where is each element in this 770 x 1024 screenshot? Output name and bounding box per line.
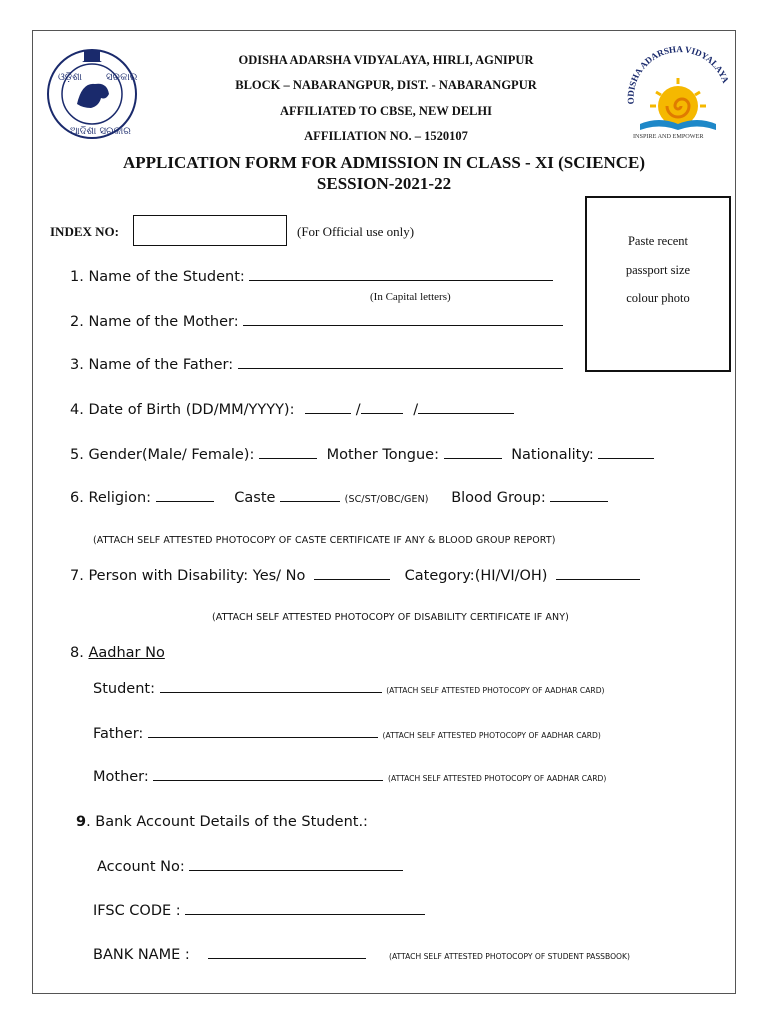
- aadhar-title: Aadhar No: [88, 645, 165, 661]
- ifsc-row: [93, 902, 425, 919]
- bank-title: . Bank Account Details of the Student.:: [86, 814, 368, 830]
- q4-dob: [70, 401, 514, 418]
- index-field[interactable]: [133, 215, 287, 246]
- aadhar-father-label: Father:: [93, 726, 144, 742]
- q9-number: 9: [76, 814, 87, 830]
- q5-row: [70, 446, 654, 463]
- account-row: [97, 858, 403, 875]
- bank-note: (ATTACH SELF ATTESTED PHOTOCOPY OF STUDENT PASSBOOK): [388, 952, 630, 961]
- gender-label: 5. Gender(Male/ Female):: [70, 447, 255, 463]
- photo-line-2: passport size: [625, 263, 691, 277]
- photo-line-1: Paste recent: [627, 234, 689, 248]
- photo-line-3: colour photo: [626, 291, 690, 305]
- bank-name-field[interactable]: [208, 946, 366, 959]
- caste-options: (SC/ST/OBC/GEN): [344, 494, 429, 505]
- aadhar-father-row: [93, 725, 601, 742]
- dob-separator: /: [355, 402, 361, 418]
- svg-text:ସରକାର: ସରକାର: [106, 72, 138, 83]
- affiliation-board: AFFILIATED TO CBSE, NEW DELHI: [280, 104, 492, 118]
- dob-separator: /: [413, 402, 419, 418]
- ifsc-label: IFSC CODE :: [93, 903, 181, 919]
- svg-text:ODISHA ADARSHA VIDYALAYA: ODISHA ADARSHA VIDYALAYA: [625, 44, 731, 105]
- svg-text:ଓଡ଼ିଶା: ଓଡ଼ିଶା: [58, 72, 83, 83]
- index-label: INDEX NO:: [50, 224, 119, 239]
- q2-mother-name: [70, 313, 563, 330]
- dob-day-field[interactable]: [305, 401, 351, 414]
- aadhar-father-note: (ATTACH SELF ATTESTED PHOTOCOPY OF AADHAR CARD): [382, 731, 601, 740]
- bank-label: BANK NAME :: [93, 947, 190, 963]
- photo-box[interactable]: [585, 196, 731, 372]
- mother-name-field[interactable]: [243, 313, 563, 326]
- q8-heading: [70, 645, 165, 661]
- mother-tongue-label: Mother Tongue:: [326, 447, 439, 463]
- caste-field[interactable]: [280, 489, 340, 502]
- q9-heading: [76, 814, 368, 830]
- form-title: APPLICATION FORM FOR ADMISSION IN CLASS - XI (SCIENCE): [122, 153, 645, 172]
- school-name: ODISHA ADARSHA VIDYALAYA, HIRLI, AGNIPUR: [238, 53, 534, 67]
- disability-label: 7. Person with Disability: Yes/ No: [70, 568, 306, 584]
- disability-field[interactable]: [314, 567, 390, 580]
- q3-label: 3. Name of the Father:: [70, 357, 234, 373]
- aadhar-student-label: Student:: [93, 681, 155, 697]
- oav-logo-icon: [620, 44, 738, 140]
- caste-label: Caste: [234, 490, 276, 506]
- religion-field[interactable]: [156, 489, 214, 502]
- q2-label: 2. Name of the Mother:: [70, 314, 239, 330]
- svg-text:ଆଦିଶା ସରକାର: ଆଦିଶା ସରକାର: [70, 126, 131, 137]
- gender-field[interactable]: [259, 446, 317, 459]
- aadhar-mother-field[interactable]: [153, 768, 383, 781]
- q1-label: 1. Name of the Student:: [70, 269, 245, 285]
- affiliation-number: AFFILIATION NO. – 1520107: [304, 129, 468, 143]
- father-name-field[interactable]: [238, 356, 563, 369]
- aadhar-mother-label: Mother:: [93, 769, 149, 785]
- aadhar-student-row: [93, 680, 605, 697]
- category-label: Category:(HI/VI/OH): [404, 568, 548, 584]
- school-block: BLOCK – NABARANGPUR, DIST. - NABARANGPUR: [235, 78, 537, 92]
- aadhar-student-field[interactable]: [160, 680, 382, 693]
- blood-group-label: Blood Group:: [451, 490, 546, 506]
- blood-group-field[interactable]: [550, 489, 608, 502]
- aadhar-student-note: (ATTACH SELF ATTESTED PHOTOCOPY OF AADHAR CARD): [386, 686, 605, 695]
- q8-number: 8.: [70, 645, 84, 661]
- q7-note: (ATTACH SELF ATTESTED PHOTOCOPY OF DISABILITY CERTIFICATE IF ANY): [212, 612, 569, 623]
- bank-row: [93, 946, 630, 963]
- index-note: (For Official use only): [297, 224, 415, 239]
- student-name-field[interactable]: [249, 268, 553, 281]
- ifsc-field[interactable]: [185, 902, 425, 915]
- aadhar-father-field[interactable]: [148, 725, 378, 738]
- account-field[interactable]: [189, 858, 403, 871]
- q4-label: 4. Date of Birth (DD/MM/YYYY):: [70, 402, 295, 418]
- nationality-field[interactable]: [598, 446, 654, 459]
- aadhar-mother-note: (ATTACH SELF ATTESTED PHOTOCOPY OF AADHAR CARD): [388, 774, 607, 783]
- q1-student-name: [70, 268, 553, 285]
- mother-tongue-field[interactable]: [444, 446, 502, 459]
- odisha-emblem-icon: [44, 44, 140, 140]
- religion-label: 6. Religion:: [70, 490, 152, 506]
- q3-father-name: [70, 356, 563, 373]
- q1-note: (In Capital letters): [370, 291, 451, 303]
- aadhar-mother-row: [93, 768, 606, 785]
- q6-note: (ATTACH SELF ATTESTED PHOTOCOPY OF CASTE CERTIFICATE IF ANY & BLOOD GROUP REPORT): [93, 535, 556, 546]
- dob-year-field[interactable]: [418, 401, 514, 414]
- form-session: SESSION-2021-22: [316, 174, 452, 193]
- q6-row: [70, 489, 608, 506]
- account-label: Account No:: [97, 859, 185, 875]
- nationality-label: Nationality:: [511, 447, 594, 463]
- svg-text:INSPIRE AND EMPOWER: INSPIRE AND EMPOWER: [633, 133, 704, 140]
- category-field[interactable]: [556, 567, 640, 580]
- q7-row: [70, 567, 640, 584]
- dob-month-field[interactable]: [361, 401, 403, 414]
